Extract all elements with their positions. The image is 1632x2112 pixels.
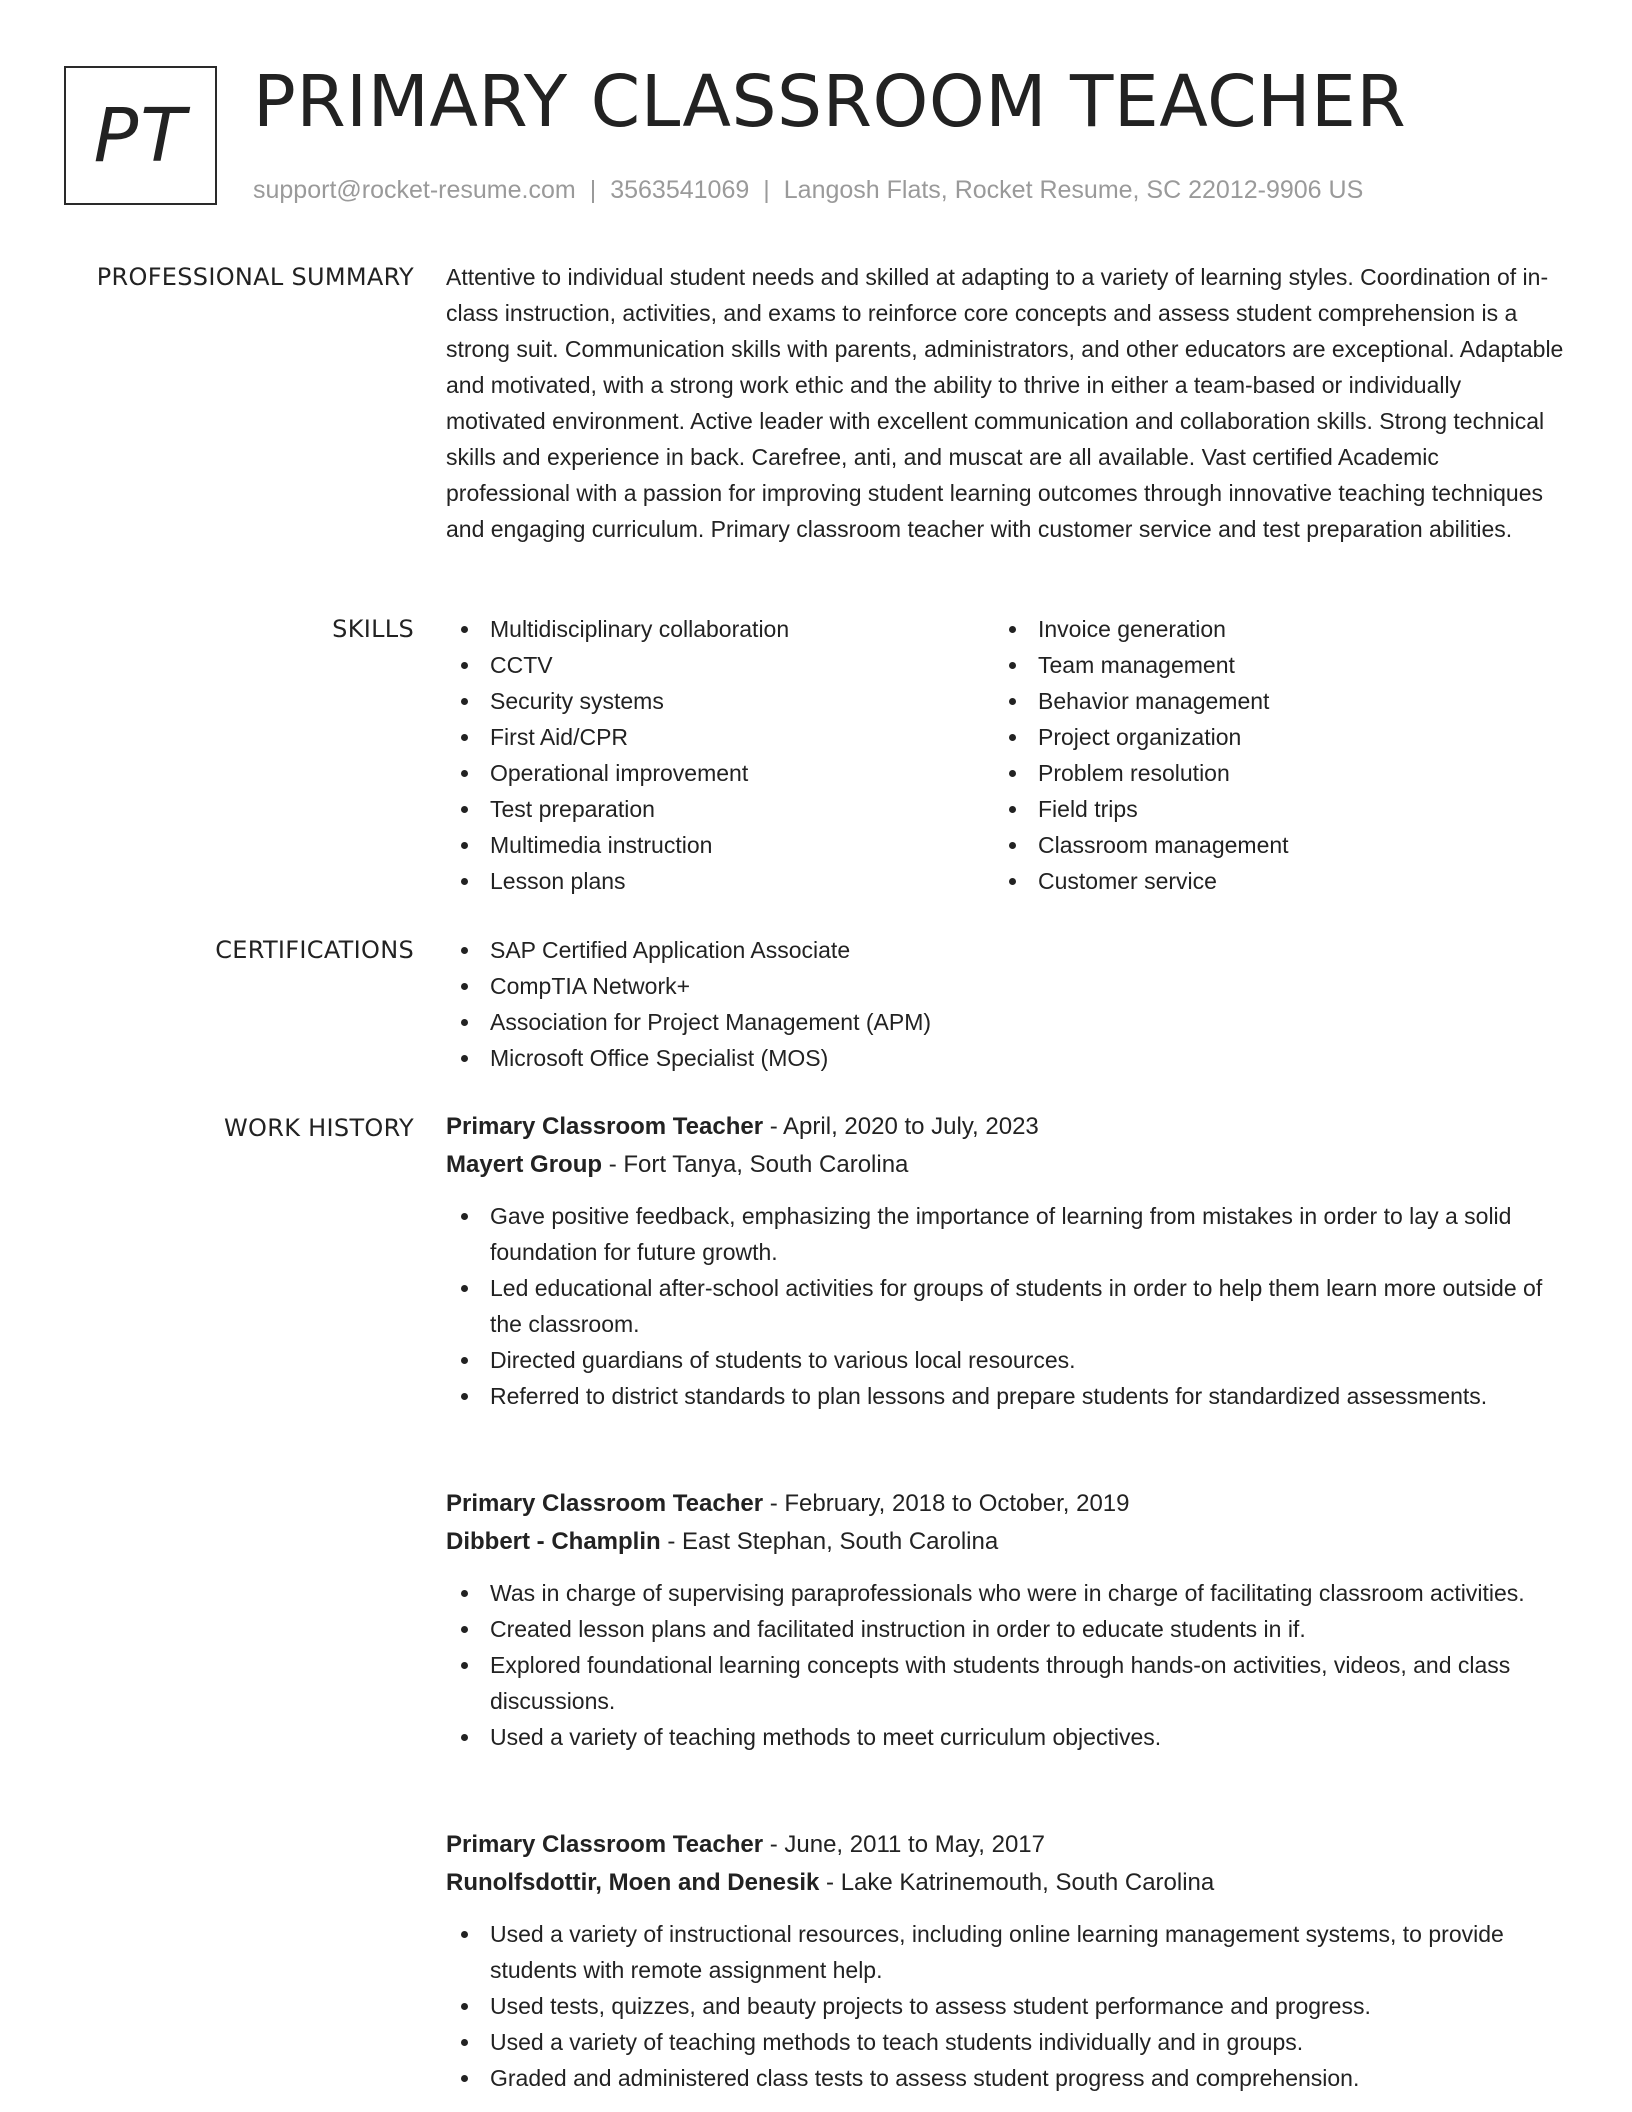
job-bullet: Referred to district standards to plan lessons and prepare students for standardized assessments. [446,1378,1566,1414]
job-title-line [446,1826,1566,1864]
job-company: Mayert Group [446,1151,603,1178]
job-bullet: Created lesson plans and facilitated instruction in order to educate students in if. [446,1611,1566,1647]
job-dates: - February, 2018 to October, 2019 [763,1490,1130,1517]
skill-item: Test preparation [446,791,994,827]
certification-item: CompTIA Network+ [446,968,1566,1004]
certification-item: SAP Certified Application Associate [446,932,1566,968]
skill-item: First Aid/CPR [446,719,994,755]
certification-item: Association for Project Management (APM) [446,1004,1566,1040]
job-company: Runolfsdottir, Moen and Denesik [446,1869,820,1896]
skill-item: Project organization [994,719,1542,755]
job-bullet: Directed guardians of students to various local resources. [446,1342,1566,1378]
skill-item: Multidisciplinary collaboration [446,611,994,647]
initials: PT [93,92,188,179]
skill-item: Security systems [446,683,994,719]
skills-list-left [446,611,994,899]
job-bullet: Graded and administered class tests to assess student progress and comprehension. [446,2060,1566,2096]
job-bullet: Led educational after-school activities for groups of students in order to help them learn more outside of the classroom. [446,1270,1566,1342]
resume-title: PRIMARY CLASSROOM TEACHER [253,60,1407,143]
summary-text: Attentive to individual student needs and skilled at adapting to a variety of learning styles. Coordination of in-class instruction, activities, and exams to reinforce core concepts and assess student comprehension is a strong suit. Communication skills with parents, administrators, and other educators are exceptional. Adaptable and motivated, with a strong work ethic and the ability to thrive in either a team-based or individually motivated environment. Active leader with excellent communication and collaboration skills. Strong technical skills and experience in back. Carefree, anti, and muscat are all available. Vast certified Academic professional with a passion for improving student learning outcomes through innovative teaching techniques and engaging curriculum. Primary classroom teacher with customer service and test preparation abilities. [446,264,1564,542]
job-dates: - April, 2020 to July, 2023 [763,1113,1039,1140]
certification-item: Microsoft Office Specialist (MOS) [446,1040,1566,1076]
certifications-list [446,932,1566,1076]
contact-separator: | [589,176,597,204]
job-title-line [446,1485,1566,1523]
job-bullets [446,1198,1566,1414]
job-company-line [446,1864,1566,1902]
certifications-content [446,932,1566,1076]
job-title: Primary Classroom Teacher [446,1831,764,1858]
section-label-work-history: WORK HISTORY [224,1114,414,1142]
job-bullet: Used a variety of teaching methods to meet curriculum objectives. [446,1719,1566,1755]
section-label-certifications: CERTIFICATIONS [215,936,414,964]
job-bullet: Used a variety of teaching methods to teach students individually and in groups. [446,2024,1566,2060]
job-location: - Lake Katrinemouth, South Carolina [819,1869,1215,1896]
skills-list-right [994,611,1542,899]
summary-content [446,259,1566,547]
skill-item: Classroom management [994,827,1542,863]
job-dates: - June, 2011 to May, 2017 [763,1831,1045,1858]
skill-item: Lesson plans [446,863,994,899]
skill-item: Invoice generation [994,611,1542,647]
contact-address: Langosh Flats, Rocket Resume, SC 22012-9906 US [783,176,1364,204]
skill-item: Customer service [994,863,1542,899]
skill-item: Operational improvement [446,755,994,791]
skill-item: Behavior management [994,683,1542,719]
initials-monogram [64,66,217,205]
contact-line [253,173,1363,207]
contact-phone: 3563541069 [610,176,750,204]
job-bullet: Used tests, quizzes, and beauty projects to assess student performance and progress. [446,1988,1566,2024]
contact-separator: | [763,176,770,204]
skill-item: Problem resolution [994,755,1542,791]
job-company: Dibbert - Champlin [446,1528,661,1555]
contact-email: support@rocket-resume.com [253,176,576,204]
skill-item: Field trips [994,791,1542,827]
job-bullet: Used a variety of instructional resources, including online learning management systems, to provide students with remote assignment help. [446,1916,1566,1988]
job-bullet: Was in charge of supervising paraprofessionals who were in charge of facilitating classroom activities. [446,1575,1566,1611]
job-company-line [446,1146,1566,1184]
job-bullets [446,1916,1566,2096]
job-title-line [446,1108,1566,1146]
section-label-skills: SKILLS [332,615,414,643]
job-bullets [446,1575,1566,1755]
job-company-line [446,1523,1566,1561]
job-bullet: Explored foundational learning concepts with students through hands-on activities, videos, and class discussions. [446,1647,1566,1719]
job-location: - Fort Tanya, South Carolina [602,1151,909,1178]
skill-item: CCTV [446,647,994,683]
skill-item: Team management [994,647,1542,683]
job-title: Primary Classroom Teacher [446,1113,764,1140]
skills-columns [446,611,1566,899]
section-label-summary: PROFESSIONAL SUMMARY [96,263,414,291]
job-title: Primary Classroom Teacher [446,1490,764,1517]
job-location: - East Stephan, South Carolina [660,1528,999,1555]
skill-item: Multimedia instruction [446,827,994,863]
job-bullet: Gave positive feedback, emphasizing the importance of learning from mistakes in order to lay a solid foundation for future growth. [446,1198,1566,1270]
